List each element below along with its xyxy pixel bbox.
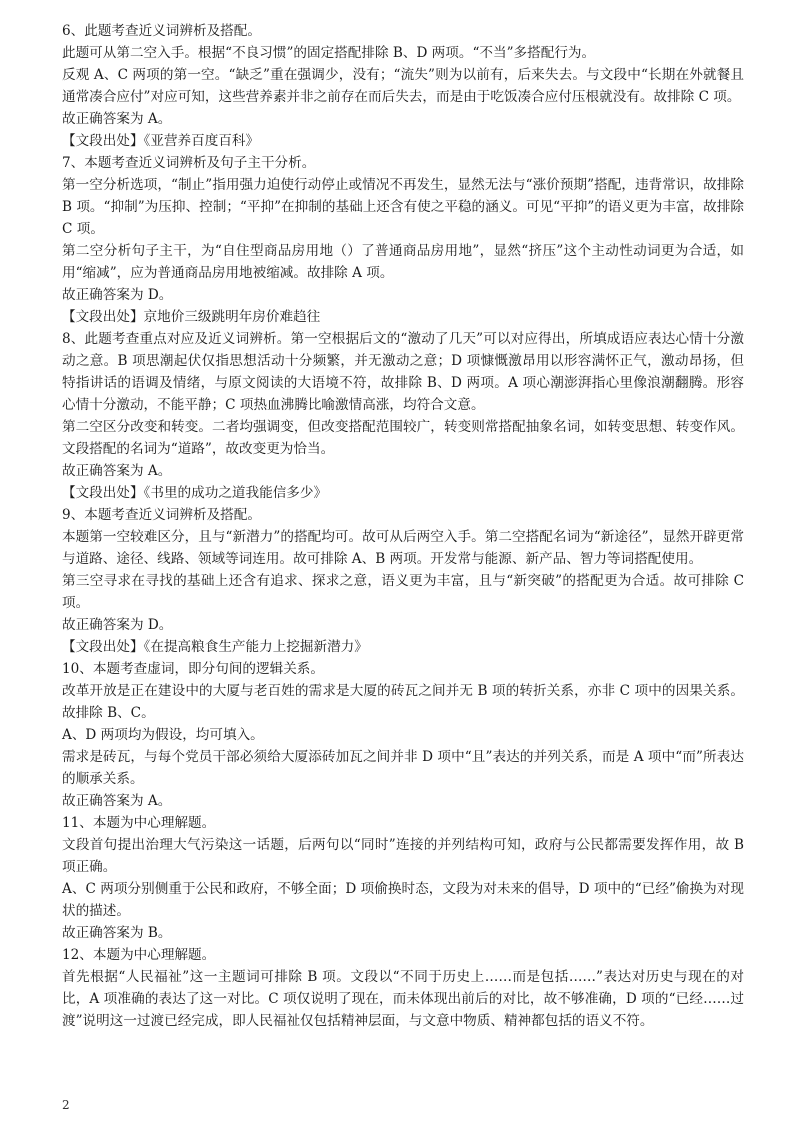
- explanation-paragraph: A、D 两项均为假设，均可填入。: [62, 727, 264, 743]
- item-q7: [62, 152, 744, 328]
- answer-explanations: [62, 20, 744, 1032]
- explanation-paragraph: 第一空分析选项，“制止”指用强力迫使行动停止或情况不再发生，显然无法与“涨价预期”搭配，违背常识，故排除 B 项。“抑制”为压抑、控制；“平抑”在抑制的基础上还含有使之平稳的涵义。可见“平抑”的语义更为丰富，故排除 C 项。: [62, 177, 744, 237]
- question-heading: 9、本题考查近义词辨析及搭配。: [62, 507, 261, 523]
- answer-line: 故正确答案为 D。: [62, 287, 173, 303]
- question-heading: 10、本题考查虚词，即分句间的逻辑关系。: [62, 661, 324, 677]
- explanation-paragraph: 需求是砖瓦，与每个党员干部必须给大厦添砖加瓦之间并非 D 项中“且”表达的并列关系，而是 A 项中“而”所表达的顺承关系。: [62, 749, 744, 787]
- answer-line: 故正确答案为 A。: [62, 463, 172, 479]
- page-number: 2: [62, 1098, 70, 1112]
- explanation-paragraph: 文段首句提出治理大气污染这一话题，后两句以“同时”连接的并列结构可知，政府与公民都需要发挥作用，故 B 项正确。: [62, 837, 744, 875]
- explanation-paragraph: A、C 两项分别侧重于公民和政府，不够全面；D 项偷换时态，文段为对未来的倡导，D 项中的“已经”偷换为对现状的描述。: [62, 881, 744, 919]
- answer-line: 故正确答案为 D。: [62, 617, 173, 633]
- item-q10: [62, 658, 744, 812]
- explanation-paragraph: 第二空区分改变和转变。二者均强调变，但改变搭配范围较广，转变则常搭配抽象名词，如转变思想、转变作风。文段搭配的名词为“道路”，故改变更为恰当。: [62, 419, 744, 457]
- explanation-paragraph: 改革开放是正在建设中的大厦与老百姓的需求是大厦的砖瓦之间并无 B 项的转折关系，亦非 C 项中的因果关系。故排除 B、C。: [62, 683, 744, 721]
- item-q8: [62, 328, 744, 504]
- question-heading: 12、本题为中心理解题。: [62, 947, 216, 963]
- source-line: 【文段出处】京地价三级跳明年房价难趋往: [62, 309, 321, 325]
- question-heading: 7、本题考查近义词辨析及句子主干分析。: [62, 155, 316, 171]
- item-q11: [62, 812, 744, 944]
- item-q6: [62, 20, 744, 152]
- explanation-paragraph: 此题可从第二空入手。根据“不良习惯”的固定搭配排除 B、D 两项。“不当”多搭配行为。: [62, 45, 596, 61]
- answer-line: 故正确答案为 A。: [62, 111, 172, 127]
- question-heading: 6、此题考查近义词辨析及搭配。: [62, 23, 261, 39]
- explanation-paragraph: 第二空分析句子主干，为“自住型商品房用地（）了普通商品房用地”，显然“挤压”这个主动性动词更为合适，如用“缩减”，应为普通商品房用地被缩减。故排除 A 项。: [62, 243, 744, 281]
- explanation-paragraph: 首先根据“人民福祉”这一主题词可排除 B 项。文段以“不同于历史上……而是包括……”表达对历史与现在的对比，A 项准确的表达了这一对比。C 项仅说明了现在，而未体现出前后的对比，故不够准确，D 项的“已经……过渡”说明这一过渡已经完成，即人民福祉仅包括精神层面，与文意中物质、精神都包括的语义不符。: [62, 969, 744, 1029]
- source-line: 【文段出处】《亚营养百度百科》: [62, 133, 260, 149]
- item-q9: [62, 504, 744, 658]
- explanation-paragraph: 第三空寻求在寻找的基础上还含有追求、探求之意，语义更为丰富，且与“新突破”的搭配更为合适。故可排除 C 项。: [62, 573, 744, 611]
- explanation-paragraph: 反观 A、C 两项的第一空。“缺乏”重在强调少，没有；“流失”则为以前有，后来失去。与文段中“长期在外就餐且通常凑合应付”对应可知，这些营养素并非之前存在而后失去，而是由于吃饭凑合应付压根就没有。故排除 C 项。: [62, 67, 744, 105]
- question-heading: 8、此题考查重点对应及近义词辨析。第一空根据后文的“激动了几天”可以对应得出，所填成语应表达心情十分激动之意。B 项思潮起伏仅指思想活动十分频繁，并无激动之意；D 项慷慨激昂用以形容满怀正气，激动昂扬，但特指讲话的语调及情绪，与原文阅读的大语境不符，故排除 B、D 两项。A 项心潮澎湃指心里像浪潮翻腾。形容心情十分激动，不能平静；C 项热血沸腾比喻激情高涨，均符合文意。: [62, 331, 744, 413]
- source-line: 【文段出处】《在提高粮食生产能力上挖掘新潜力》: [62, 639, 368, 655]
- explanation-paragraph: 本题第一空较难区分，且与“新潜力”的搭配均可。故可从后两空入手。第二空搭配名词为“新途径”，显然开辟更常与道路、途径、线路、领域等词连用。故可排除 A、B 两项。开发常与能源、新产品、智力等词搭配使用。: [62, 529, 744, 567]
- answer-line: 故正确答案为 A。: [62, 793, 172, 809]
- question-heading: 11、本题为中心理解题。: [62, 815, 216, 831]
- source-line: 【文段出处】《书里的成功之道我能信多少》: [62, 485, 328, 501]
- item-q12: [62, 944, 744, 1032]
- answer-line: 故正确答案为 B。: [62, 925, 172, 941]
